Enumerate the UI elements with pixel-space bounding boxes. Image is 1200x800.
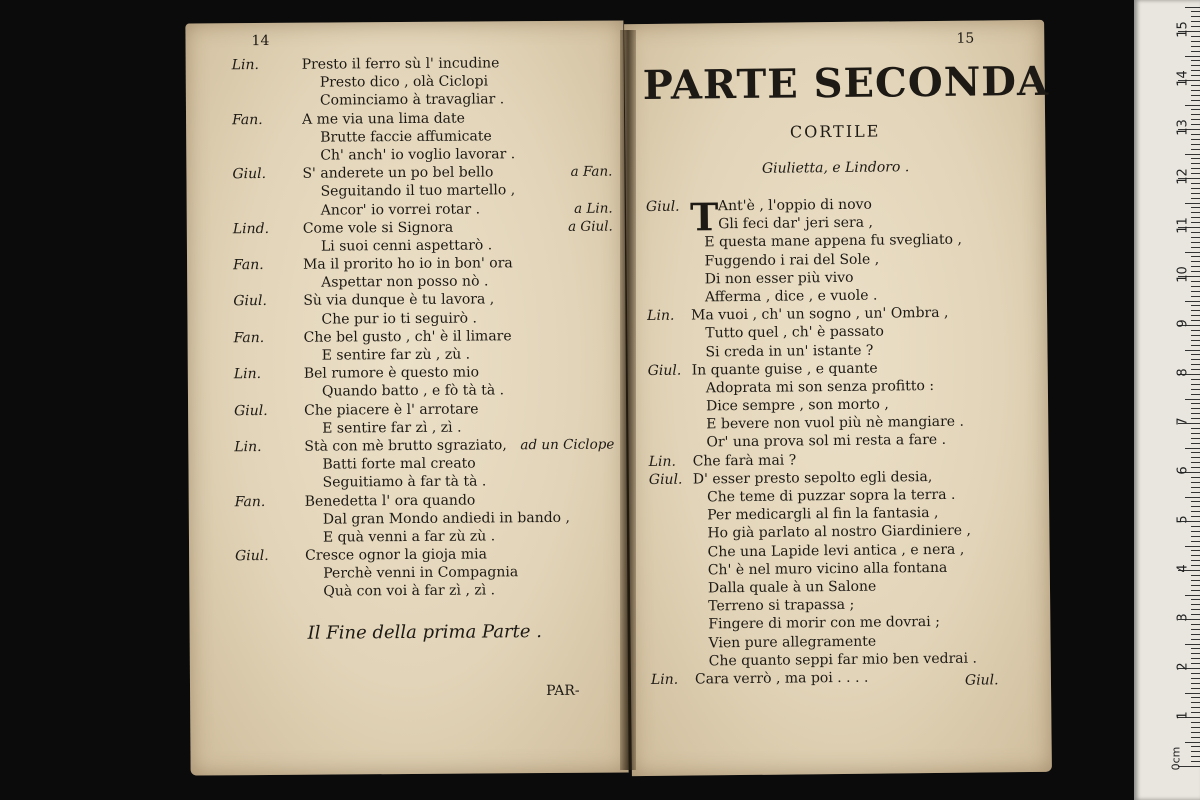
- verse-text: Or' una prova sol mi resta a fare .: [706, 432, 947, 451]
- ruler-tick: [1191, 41, 1200, 42]
- ruler-tick: [1191, 590, 1200, 591]
- ruler-tick: [1191, 100, 1200, 101]
- verse-text: Che quanto seppi far mio ben vedrai .: [708, 650, 978, 670]
- ruler-tick: [1191, 506, 1200, 507]
- speaker-label: Lin.: [647, 307, 675, 325]
- ruler-tick: [1191, 462, 1200, 463]
- ruler-tick: [1191, 320, 1200, 321]
- ruler-label: 14: [1175, 70, 1191, 87]
- verse-text: Batti forte mal creato: [322, 455, 476, 473]
- ruler-tick: [1191, 85, 1200, 86]
- ruler-tick: [1185, 154, 1200, 155]
- ruler-tick: [1191, 658, 1200, 659]
- ruler-tick: [1191, 354, 1200, 355]
- verse-text: Stà con mè brutto sgraziato,: [304, 437, 507, 455]
- verse-text: Benedetta l' ora quando: [304, 492, 476, 510]
- ruler-label: 1: [1175, 711, 1191, 720]
- ruler-tick: [1191, 65, 1200, 66]
- page-number: 15: [956, 30, 975, 47]
- ruler-tick: [1191, 452, 1200, 453]
- ruler-tick: [1191, 413, 1200, 414]
- verse-text: Per medicargli al fin la fantasia ,: [707, 505, 939, 524]
- verse-text: Ho già parlato al nostro Giardiniere ,: [707, 522, 972, 542]
- speaker-label: Fan.: [233, 257, 264, 274]
- ruler-tick: [1185, 448, 1200, 449]
- ruler-tick: [1191, 614, 1200, 615]
- verse-text: Quà con voi à far zì , zì .: [323, 582, 496, 601]
- ruler-tick: [1191, 26, 1200, 27]
- ruler-tick: [1191, 663, 1200, 664]
- verse-text: Fingere di morir con me dovrai ;: [708, 614, 940, 633]
- ruler-tick: [1191, 624, 1200, 625]
- ruler-tick: [1191, 418, 1200, 419]
- ruler-tick: [1185, 56, 1200, 57]
- verse-text: E bevere non vuol più nè mangiare .: [706, 413, 965, 433]
- ruler-tick: [1191, 457, 1200, 458]
- verse-text: E quà venni a far zù zù .: [322, 528, 496, 546]
- ruler-tick: [1191, 95, 1200, 96]
- ruler-tick: [1191, 232, 1200, 233]
- ruler-tick: [1191, 761, 1200, 762]
- speaker-label: Lin.: [648, 453, 676, 470]
- ruler-tick: [1191, 727, 1200, 728]
- scene-characters: Giulietta, e Lindoro .: [761, 159, 910, 177]
- verse-text: Che piacere è l' arrotare: [304, 401, 479, 419]
- ruler-tick: [1191, 560, 1200, 561]
- ruler-tick: [1191, 256, 1200, 257]
- verse-text: Che pur io ti seguirò .: [321, 310, 477, 328]
- ruler-tick: [1191, 369, 1200, 370]
- ruler-tick: [1191, 737, 1200, 738]
- ruler-tick: [1185, 252, 1200, 253]
- ruler-tick: [1191, 648, 1200, 649]
- ruler-tick: [1185, 644, 1200, 645]
- ruler-tick: [1191, 575, 1200, 576]
- ruler-tick: [1191, 501, 1200, 502]
- ruler-tick: [1191, 526, 1200, 527]
- verse-text: Ma il prorito ho io in bon' ora: [303, 255, 513, 273]
- ruler-tick: [1191, 702, 1200, 703]
- ruler-tick: [1185, 742, 1200, 743]
- ruler-tick: [1191, 467, 1200, 468]
- verse-text: E sentire far zì , zì .: [322, 419, 462, 437]
- ruler-tick: [1191, 443, 1200, 444]
- ruler-tick: [1191, 604, 1200, 605]
- ruler-tick: [1191, 266, 1200, 267]
- verse-text: Ma vuoi , ch' un sogno , un' Ombra ,: [691, 304, 949, 324]
- ruler-tick: [1191, 149, 1200, 150]
- verse-text: Ch' anch' io voglio lavorar .: [320, 146, 516, 164]
- verse-text: Aspettar non posso nò .: [321, 273, 489, 291]
- ruler-tick: [1185, 7, 1200, 8]
- stage-direction: a Giul.: [568, 218, 613, 235]
- ruler-tick: [1191, 751, 1200, 752]
- ruler-tick: [1191, 305, 1200, 306]
- ruler-tick: [1191, 707, 1200, 708]
- ruler-tick: [1191, 438, 1200, 439]
- verse-text: In quante guise , e quante: [691, 360, 878, 379]
- verse-text: Afferma , dice , e vuole .: [704, 287, 878, 306]
- verse-text: Tutto quel , ch' è passato: [705, 323, 884, 342]
- verse-text: Come vole si Signora: [302, 219, 454, 237]
- speaker-label: Giul.: [645, 198, 680, 215]
- ruler-tick: [1185, 350, 1200, 351]
- ruler-tick: [1191, 11, 1200, 12]
- speaker-label: Lin.: [234, 438, 262, 456]
- catchword: PAR-: [545, 682, 580, 700]
- ruler-tick: [1191, 389, 1200, 390]
- speaker-label: Fan.: [231, 111, 263, 128]
- ruler-tick: [1191, 109, 1200, 110]
- verse-text: Presto dico , olà Ciclopi: [319, 73, 489, 91]
- ruler-tick: [1191, 673, 1200, 674]
- ruler-tick: [1191, 697, 1200, 698]
- ruler-tick: [1191, 193, 1200, 194]
- ruler-tick: [1191, 531, 1200, 532]
- verse-text: Fuggendo i rai del Sole ,: [704, 251, 880, 269]
- verse-text: Che bel gusto , ch' è il limare: [303, 328, 512, 346]
- verse-text: Brutte faccie affumicate: [320, 128, 492, 146]
- part-title: PARTE SECONDA: [642, 57, 1050, 110]
- ruler-tick: [1191, 477, 1200, 478]
- speaker-label: Lin.: [650, 671, 679, 688]
- ruler-tick: [1191, 580, 1200, 581]
- verse-text: Ch' è nel muro vicino alla fontana: [707, 559, 948, 579]
- verse-text: Dal gran Mondo andiedi in bando ,: [322, 509, 571, 528]
- ruler-tick: [1191, 173, 1200, 174]
- speaker-label: Lind.: [232, 220, 270, 237]
- ruler-tick: [1191, 75, 1200, 76]
- verse-text: Che teme di puzzar sopra la terra .: [706, 486, 956, 506]
- ruler-label: 5: [1175, 515, 1191, 524]
- ruler-tick: [1191, 433, 1200, 434]
- ruler-tick: [1191, 212, 1200, 213]
- left-page: [185, 20, 628, 775]
- ruler-tick: [1191, 384, 1200, 385]
- ruler-tick: [1185, 105, 1200, 106]
- ruler-tick: [1191, 16, 1200, 17]
- ruler-tick: [1191, 653, 1200, 654]
- drop-cap: T: [689, 194, 719, 240]
- ruler-tick: [1191, 183, 1200, 184]
- speaker-label: Fan.: [234, 493, 266, 510]
- ruler-label: 3: [1175, 613, 1191, 622]
- ruler-tick: [1191, 124, 1200, 125]
- ruler-tick: [1191, 237, 1200, 238]
- ruler-tick: [1191, 315, 1200, 316]
- ruler-tick: [1191, 330, 1200, 331]
- ruler-tick: [1191, 217, 1200, 218]
- ruler-tick: [1191, 119, 1200, 120]
- catchword: Giul.: [964, 672, 999, 689]
- ruler-tick: [1191, 188, 1200, 189]
- verse-text: Gli feci dar' jeri sera ,: [718, 214, 874, 233]
- ruler-tick: [1191, 394, 1200, 395]
- right-page: [624, 20, 1052, 776]
- ruler-tick: [1191, 678, 1200, 679]
- ruler-tick: [1191, 281, 1200, 282]
- ruler-tick: [1185, 203, 1200, 204]
- verse-text: Che una Lapide levi antica , e nera ,: [707, 541, 965, 560]
- ruler-tick: [1191, 732, 1200, 733]
- verse-text: Di non esser più vivo: [704, 269, 854, 288]
- ruler-tick: [1191, 585, 1200, 586]
- ruler-tick: [1191, 340, 1200, 341]
- ruler-tick: [1191, 629, 1200, 630]
- ruler-tick: [1185, 595, 1200, 596]
- stage-direction: a Lin.: [574, 200, 613, 217]
- dialogue-line: [235, 581, 615, 602]
- speaker-label: Giul.: [232, 166, 267, 183]
- ruler-tick: [1191, 158, 1200, 159]
- ruler-tick: [1191, 746, 1200, 747]
- scene-title: CORTILE: [789, 121, 881, 142]
- verse-text: Perchè venni in Compagnia: [323, 564, 519, 582]
- ruler-tick: [1191, 379, 1200, 380]
- ruler-tick: [1191, 511, 1200, 512]
- ruler-tick: [1191, 310, 1200, 311]
- verse-text: Adoprata mi son senza profitto :: [705, 377, 935, 397]
- verse-text: Seguitiamo à far tà tà .: [322, 473, 487, 491]
- ruler-tick: [1191, 21, 1200, 22]
- ruler-tick: [1191, 487, 1200, 488]
- ruler-tick: [1191, 335, 1200, 336]
- ruler-label: 10: [1175, 266, 1191, 283]
- verse-text: Ant'è , l'oppio di novo: [717, 196, 873, 215]
- ruler-tick: [1185, 497, 1200, 498]
- ruler-tick: [1191, 688, 1200, 689]
- ruler-tick: [1191, 296, 1200, 297]
- verse-text: Dalla quale à un Salone: [707, 578, 877, 597]
- open-book: [188, 22, 1060, 774]
- ruler-tick: [1191, 286, 1200, 287]
- ruler-tick: [1191, 46, 1200, 47]
- ruler-tick: [1191, 639, 1200, 640]
- ruler-label: 2: [1175, 662, 1191, 671]
- verse-text: Seguitando il tuo martello ,: [320, 182, 516, 200]
- verse-text: Quando batto , e fò tà tà .: [321, 382, 505, 400]
- verse-text: Cresce ognor la gioja mia: [305, 546, 487, 564]
- ruler-label: 13: [1175, 119, 1191, 136]
- verse-text: Si creda in un' istante ?: [705, 342, 874, 360]
- ruler-tick: [1191, 428, 1200, 429]
- ruler-label: 9: [1175, 319, 1191, 328]
- ruler-label: 15: [1175, 21, 1191, 38]
- verse-text: S' anderete un po bel bello: [302, 164, 494, 182]
- verse-text: Li suoi cenni aspettarò .: [320, 237, 493, 255]
- speaker-label: Giul.: [234, 402, 268, 419]
- ruler-tick: [1185, 399, 1200, 400]
- ruler-tick: [1191, 541, 1200, 542]
- verse-text: Cominciamo à travagliar .: [319, 91, 505, 109]
- ruler-tick: [1191, 536, 1200, 537]
- ruler-label: 11: [1175, 217, 1191, 234]
- verse-text: A me via una lima date: [301, 110, 465, 128]
- ruler-tick: [1191, 599, 1200, 600]
- ruler-tick: [1185, 546, 1200, 547]
- ruler-tick: [1191, 163, 1200, 164]
- ruler-tick: [1191, 712, 1200, 713]
- ruler-tick: [1191, 51, 1200, 52]
- ruler-tick: [1191, 70, 1200, 71]
- measuring-ruler: [1134, 0, 1200, 800]
- verse-text: Che farà mai ?: [692, 452, 797, 470]
- ruler-tick: [1191, 198, 1200, 199]
- ruler-tick: [1191, 634, 1200, 635]
- page-number: 14: [251, 32, 270, 50]
- ruler-tick: [1191, 482, 1200, 483]
- ruler-tick: [1191, 90, 1200, 91]
- ruler-label: 8: [1175, 368, 1191, 377]
- ruler-tick: [1191, 550, 1200, 551]
- ruler-tick: [1191, 247, 1200, 248]
- ruler-tick: [1191, 207, 1200, 208]
- ruler-tick: [1191, 403, 1200, 404]
- ruler-tick: [1191, 516, 1200, 517]
- ruler-tick: [1191, 408, 1200, 409]
- verse-text: Cara verrò , ma poi . . . .: [694, 669, 869, 688]
- ruler-tick: [1191, 222, 1200, 223]
- ruler-tick: [1185, 693, 1200, 694]
- ruler-tick: [1185, 301, 1200, 302]
- verse-text: Vien pure allegramente: [708, 633, 877, 651]
- ruler-label: 4: [1175, 564, 1191, 573]
- dialogue-block: [232, 54, 616, 602]
- ruler-tick: [1191, 683, 1200, 684]
- ruler-tick: [1191, 139, 1200, 140]
- speaker-label: Fan.: [233, 329, 265, 347]
- ruler-tick: [1191, 555, 1200, 556]
- ruler-tick: [1191, 144, 1200, 145]
- ruler-label: 7: [1175, 417, 1191, 426]
- speaker-label: Giul.: [647, 362, 682, 379]
- dialogue-block: [646, 194, 1041, 689]
- ruler-tick: [1191, 261, 1200, 262]
- verse-text: Sù via dunque è tu lavora ,: [303, 291, 495, 310]
- end-of-part-heading: Il Fine della prima Parte .: [307, 621, 543, 644]
- speaker-label: Giul.: [648, 471, 683, 488]
- verse-text: Presto il ferro sù l' incudine: [301, 55, 500, 73]
- ruler-tick: [1191, 565, 1200, 566]
- speaker-label: Giul.: [233, 293, 267, 310]
- ruler-tick: [1191, 60, 1200, 61]
- speaker-label: Giul.: [235, 548, 269, 565]
- verse-text: Bel rumore è questo mio: [303, 364, 480, 382]
- ruler-tick: [1191, 756, 1200, 757]
- ruler-tick: [1191, 271, 1200, 272]
- ruler-label: 12: [1175, 168, 1191, 185]
- ruler-tick: [1191, 291, 1200, 292]
- ruler-tick: [1191, 345, 1200, 346]
- ruler-tick: [1191, 492, 1200, 493]
- speaker-label: Lin.: [233, 366, 262, 383]
- ruler-tick: [1191, 36, 1200, 37]
- ruler-label: 6: [1175, 466, 1191, 475]
- book-gutter: [620, 30, 636, 770]
- verse-text: D' esser presto sepolto egli desia,: [692, 468, 933, 488]
- ruler-tick: [1191, 609, 1200, 610]
- stage-direction: ad un Ciclope: [520, 436, 615, 454]
- verse-text: Ancor' io vorrei rotar .: [320, 200, 481, 219]
- ruler-tick: [1191, 242, 1200, 243]
- speaker-label: Lin.: [231, 57, 259, 74]
- verse-text: E sentire far zù , zù .: [321, 346, 471, 364]
- verse-text: E questa mane appena fu svegliato ,: [704, 232, 962, 251]
- ruler-tick: [1191, 134, 1200, 135]
- ruler-tick: [1191, 359, 1200, 360]
- ruler-tick: [1191, 114, 1200, 115]
- ruler-tick: [1191, 364, 1200, 365]
- stage-direction: a Fan.: [570, 163, 613, 180]
- ruler-tick: [1191, 722, 1200, 723]
- ruler-unit-label: 0cm: [1169, 746, 1183, 771]
- ruler-tick: [1191, 168, 1200, 169]
- verse-text: Dice sempre , son morto ,: [705, 396, 889, 415]
- verse-text: Terreno si trapassa ;: [708, 596, 855, 615]
